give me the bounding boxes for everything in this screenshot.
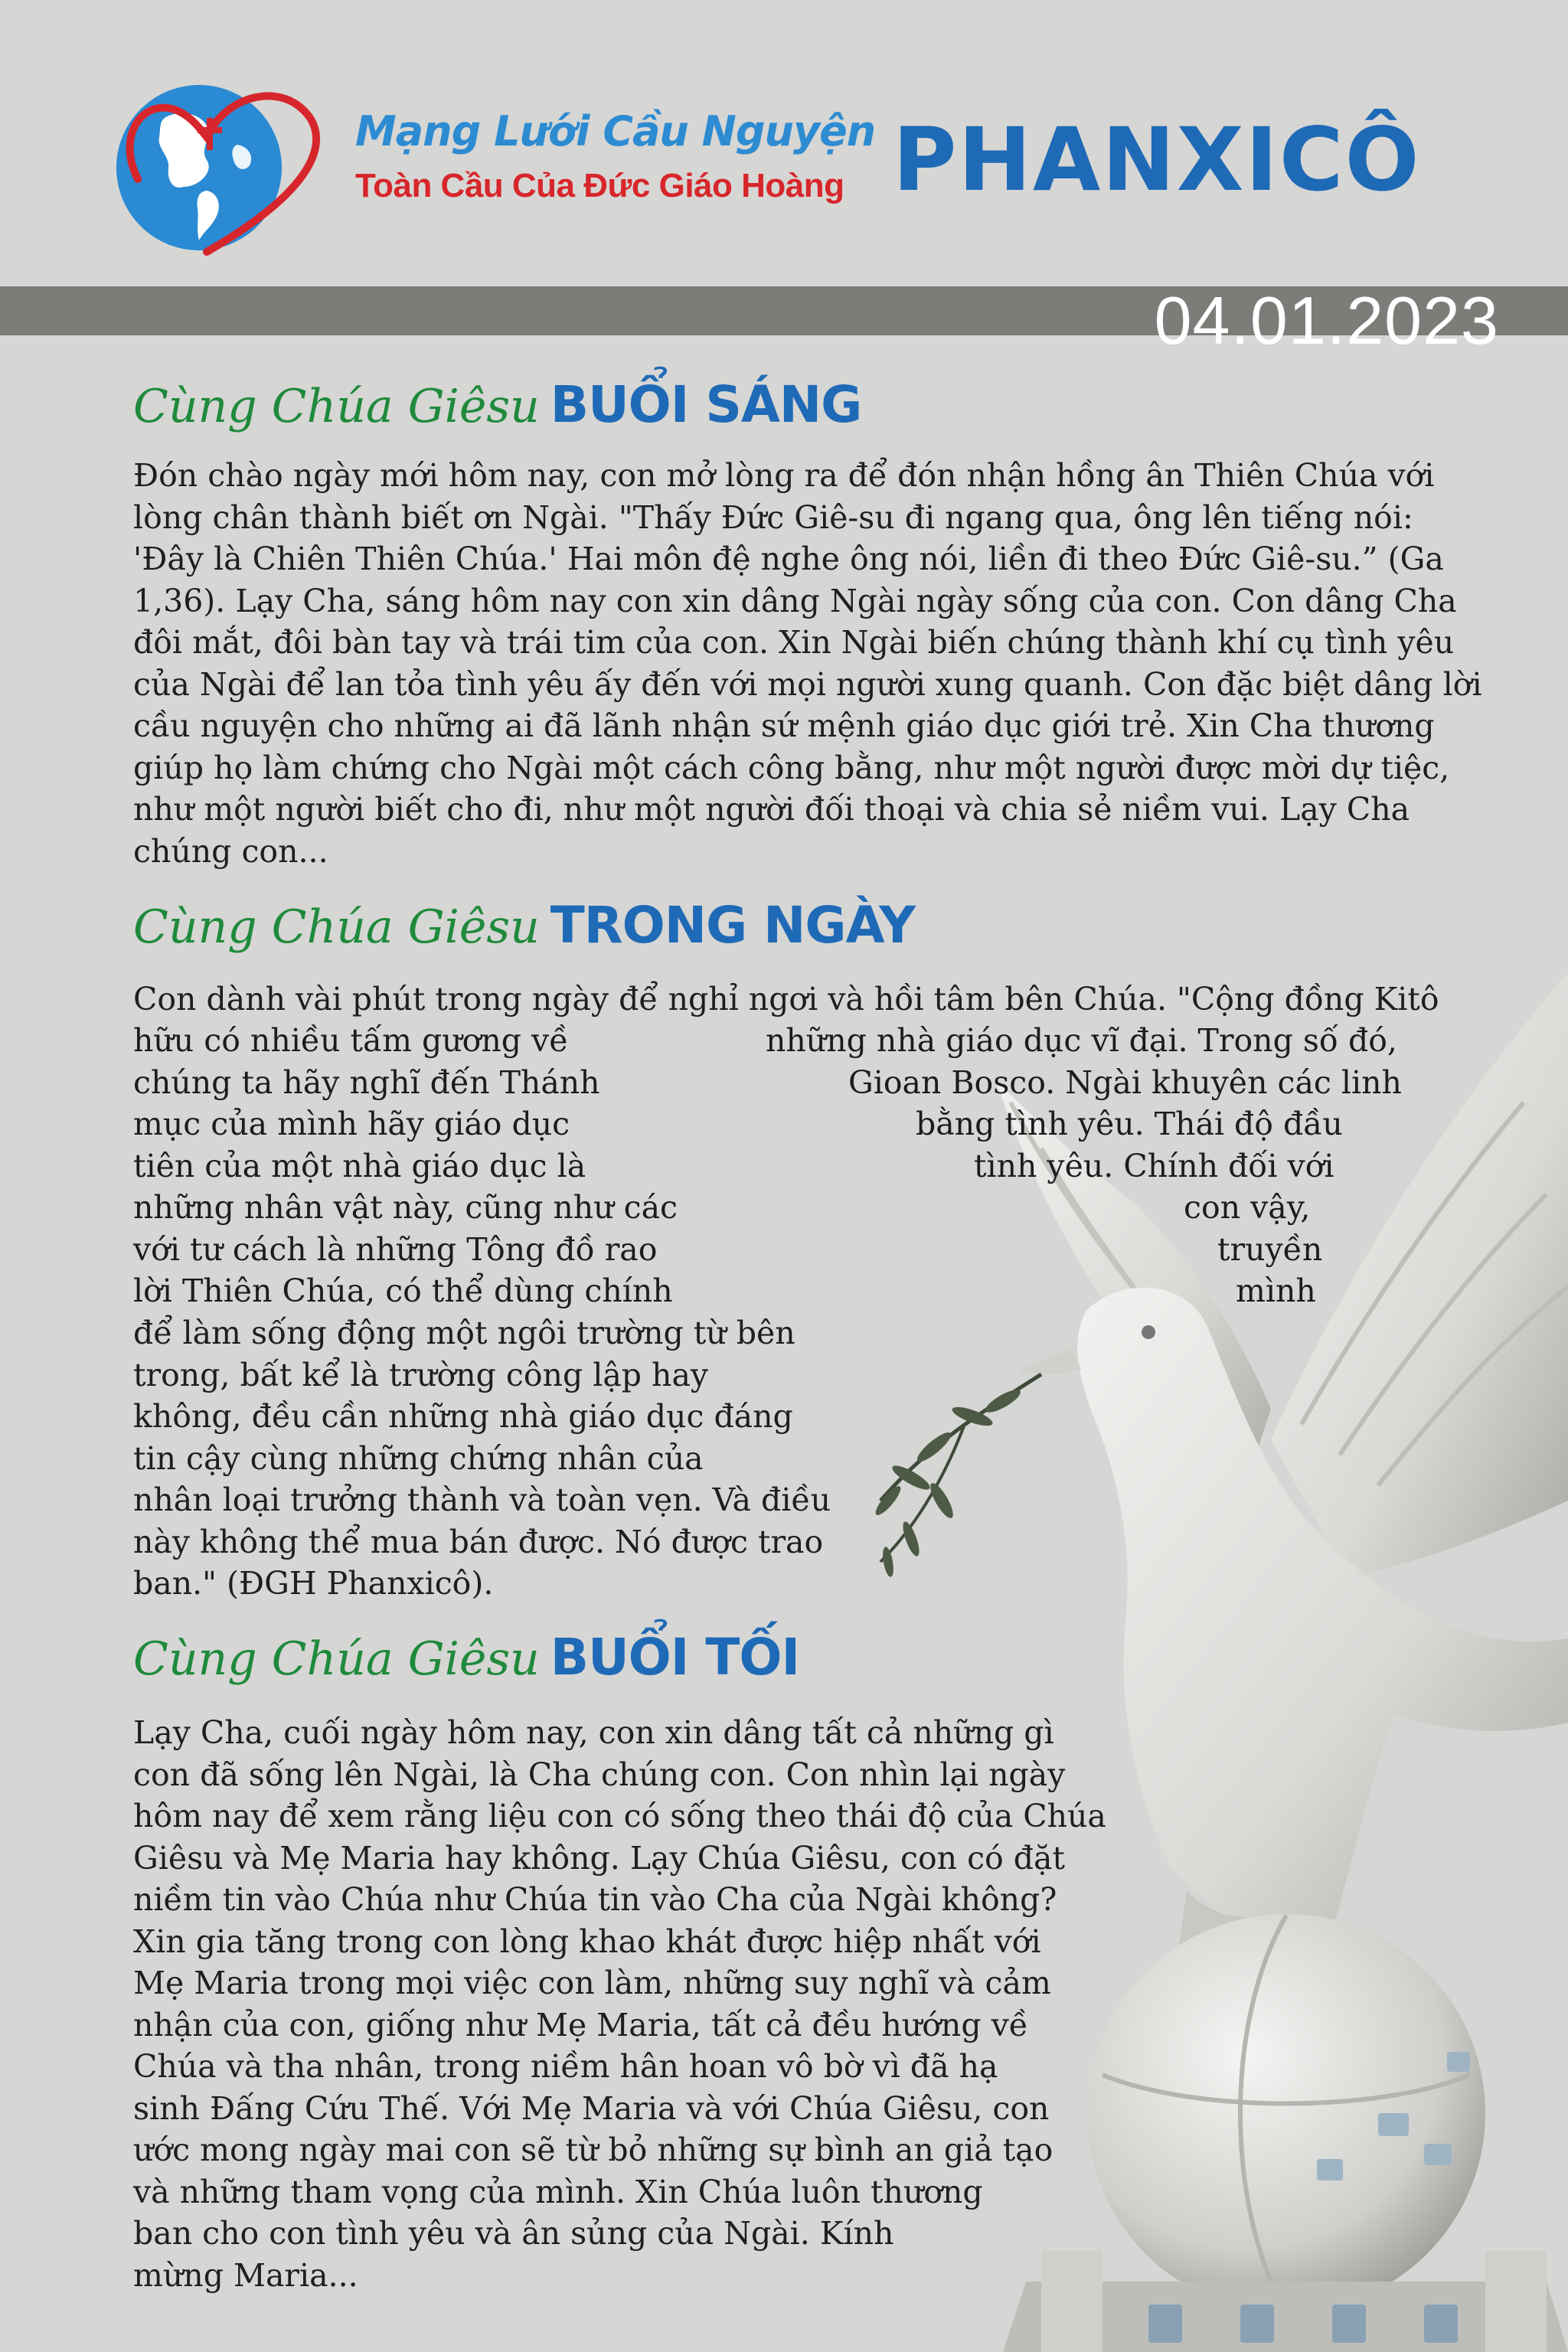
network-title-line2: Toàn Cầu Của Đức Giáo Hoàng (355, 167, 844, 204)
day-first-line (133, 978, 1481, 1021)
text-line-right: tình yêu. Chính đối với (974, 1148, 1334, 1184)
text-line: Mẹ Maria trong mọi việc con làm, những suy nghĩ và cảm (133, 1965, 1051, 2001)
text-line-left: với tư cách là những Tông đồ rao (133, 1231, 658, 1268)
header (0, 0, 1568, 285)
text-line-right: mình (1236, 1272, 1316, 1309)
text-line-right: Gioan Bosco. Ngài khuyên các linh (848, 1064, 1402, 1101)
text-line: không, đều cần những nhà giáo dục đáng (133, 1398, 793, 1435)
day-split-line (133, 1229, 1481, 1270)
text-line-left: hữu có nhiều tấm gương về (133, 1022, 569, 1059)
day-split-line (133, 1187, 1481, 1228)
text-line: ban cho con tình yêu và ân sủng của Ngài. Kính (133, 2215, 894, 2252)
text-line: Lạy Cha, cuối ngày hôm nay, con xin dâng tất cả những gì (133, 1714, 1054, 1751)
text-line: Xin gia tăng trong con lòng khao khát được hiệp nhất với (133, 1922, 1041, 1960)
morning-body (133, 455, 1481, 872)
text-line: con đã sống lên Ngài, là Cha chúng con. Con nhìn lại ngày (133, 1756, 1066, 1793)
day-split-line (133, 1020, 1481, 1061)
globe-heart-logo-icon (92, 64, 329, 256)
text-line-left: tiên của một nhà giáo dục là (133, 1148, 586, 1184)
text-line-right: truyền (1217, 1231, 1323, 1268)
day-heading (133, 896, 915, 965)
text-line: nhận của con, giống như Mẹ Maria, tất cả đều hướng về (133, 2006, 1028, 2043)
day-heading-script: Cùng Chúa Giêsu (133, 900, 540, 954)
date-label: 04.01.2023 (1154, 283, 1499, 358)
text-line: trong, bất kể là trường công lập hay (133, 1356, 709, 1393)
day-split-line (133, 1270, 1481, 1312)
network-title-line1: Mạng Lưới Cầu Nguyện (355, 107, 876, 155)
text-line: sinh Đấng Cứu Thế. Với Mẹ Maria và với Chúa Giêsu, con (133, 2089, 1050, 2127)
text-line-left: chúng ta hãy nghĩ đến Thánh (133, 1064, 600, 1101)
text-line: đôi mắt, đôi bàn tay và trái tim của con. Xin Ngài biến chúng thành khí cụ tình yêu (133, 624, 1455, 661)
text-line: cầu nguyện cho những ai đã lãnh nhận sứ mệnh giáo dục giới trẻ. Xin Cha thương (133, 707, 1435, 744)
morning-heading-script: Cùng Chúa Giêsu (133, 380, 540, 433)
text-line: Giêsu và Mẹ Maria hay không. Lạy Chúa Giêsu, con có đặt (133, 1839, 1065, 1877)
text-line-left: mục của mình hãy giáo dục (133, 1106, 570, 1142)
text-line-left: lời Thiên Chúa, có thể dùng chính (133, 1272, 673, 1309)
text-line-right: những nhà giáo dục vĩ đại. Trong số đó, (766, 1022, 1397, 1059)
text-line: ban." (ĐGH Phanxicô). (133, 1565, 494, 1602)
morning-heading (133, 375, 861, 444)
evening-heading-script: Cùng Chúa Giêsu (133, 1632, 540, 1686)
text-line: như một người biết cho đi, như một người đối thoại và chia sẻ niềm vui. Lạy Cha (133, 791, 1410, 828)
text-line: nhân loại trưởng thành và toàn vẹn. Và điều (133, 1481, 831, 1518)
text-line: Chúa và tha nhân, trong niềm hân hoan vô bờ vì đã hạ (133, 2048, 998, 2085)
text-line: ước mong ngày mai con sẽ từ bỏ những sự bình an giả tạo (133, 2132, 1054, 2168)
day-split-line (133, 1145, 1481, 1187)
text-line: Con dành vài phút trong ngày để nghỉ ngơi và hồi tâm bên Chúa. "Cộng đồng Kitô (133, 981, 1439, 1018)
text-line: mừng Maria... (133, 2256, 358, 2294)
text-line: 1,36). Lạy Cha, sáng hôm nay con xin dâng Ngài ngày sống của con. Con dâng Cha (133, 582, 1457, 619)
text-line: lòng chân thành biết ơn Ngài. "Thấy Đức Giê-su đi ngang qua, ông lên tiếng nói: (133, 498, 1413, 536)
day-split-line (133, 1103, 1481, 1145)
text-line: và những tham vọng của mình. Xin Chúa luôn thương (133, 2173, 983, 2210)
text-line-right: con vậy, (1184, 1189, 1311, 1226)
text-line: tin cậy cùng những chứng nhân của (133, 1439, 704, 1477)
day-tail-body (133, 1312, 899, 1605)
text-line: giúp họ làm chứng cho Ngài một cách công bằng, như một người được mời dự tiệc, (133, 749, 1450, 786)
text-line: này không thể mua bán được. Nó được trao (133, 1523, 824, 1560)
text-line: để làm sống động một ngôi trường từ bên (133, 1315, 795, 1351)
text-line: chúng con... (133, 832, 328, 870)
text-line-left: những nhân vật này, cũng như các (133, 1189, 678, 1226)
brand-name: PHANXICÔ (893, 109, 1421, 211)
text-line: của Ngài để lan tỏa tình yêu ấy đến với mọi người xung quanh. Con đặc biệt dâng lời (133, 665, 1482, 703)
day-split-line (133, 1062, 1481, 1103)
text-line: 'Đây là Chiên Thiên Chúa.' Hai môn đệ nghe ông nói, liền đi theo Đức Giê-su.” (Ga (133, 541, 1444, 577)
text-line-right: bằng tình yêu. Thái độ đầu (916, 1106, 1343, 1142)
text-line: hôm nay để xem rằng liệu con có sống theo thái độ của Chúa (133, 1798, 1106, 1834)
evening-heading-label: BUỔI TỐI (550, 1628, 800, 1687)
morning-heading-label: BUỔI SÁNG (550, 375, 862, 434)
evening-body (133, 1712, 1113, 2296)
evening-heading (133, 1628, 799, 1697)
text-line: niềm tin vào Chúa như Chúa tin vào Cha của Ngài không? (133, 1881, 1057, 1918)
text-line: Đón chào ngày mới hôm nay, con mở lòng ra để đón nhận hồng ân Thiên Chúa với (133, 457, 1435, 494)
day-heading-label: TRONG NGÀY (550, 896, 916, 955)
date-bar (0, 283, 1568, 358)
